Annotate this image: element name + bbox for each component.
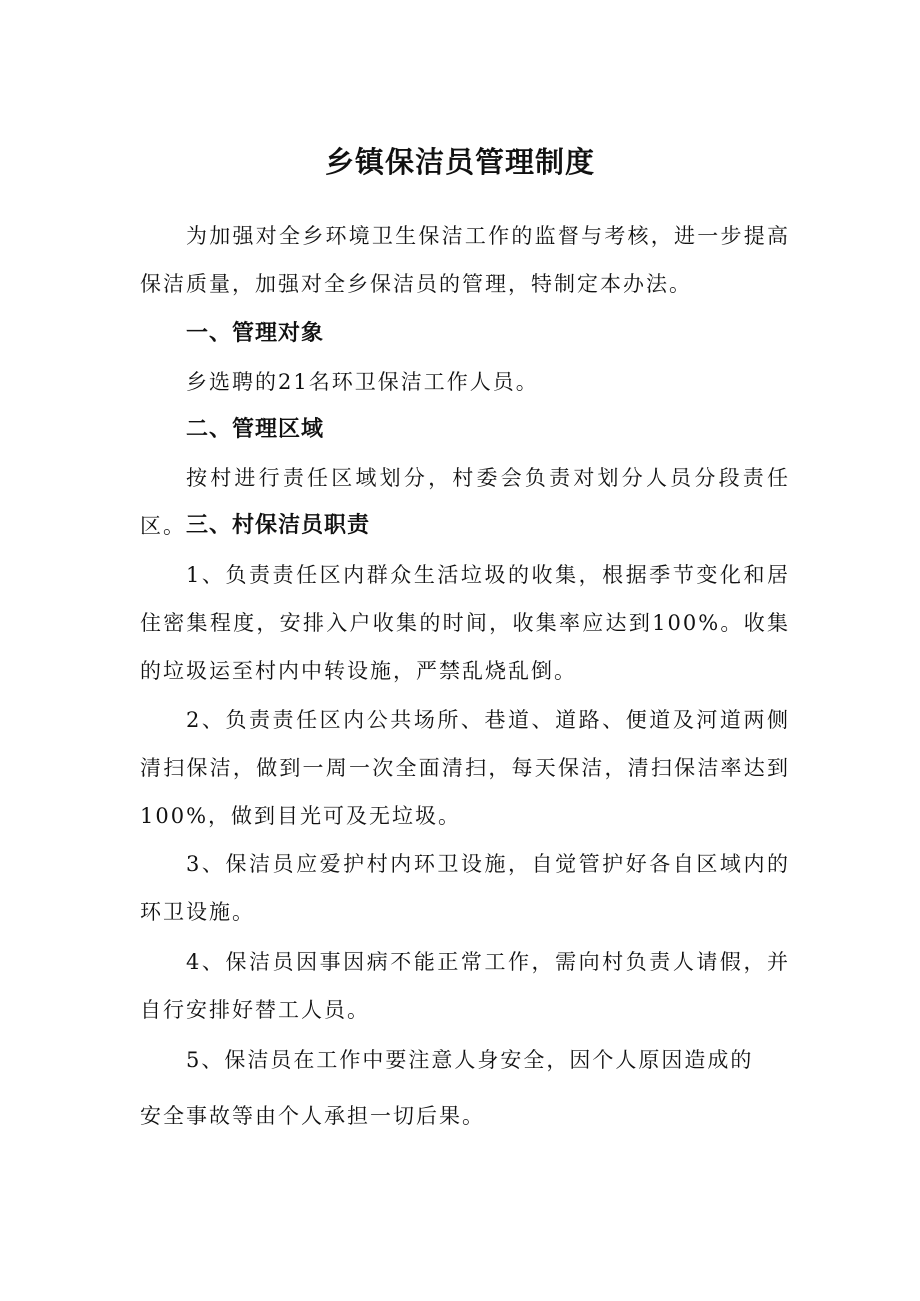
duty-item-4: 4、保洁员因事因病不能正常工作，需向村负责人请假，并自行安排好替工人员。: [140, 950, 790, 1022]
section-heading-management-target: 一、管理对象: [186, 321, 325, 346]
duty-item-2: 2、负责责任区内公共场所、巷道、道路、便道及河道两侧清扫保洁，做到一周一次全面清扫，每天保洁，清扫保洁率达到100%，做到目光可及无垃圾。: [140, 708, 790, 828]
duty-item-5-continuation: 安全事故等由个人承担一切后果。: [140, 1104, 485, 1128]
duty-item-1: 1、负责责任区内群众生活垃圾的收集，根据季节变化和居住密集程度，安排入户收集的时间，收集率应达到100%。收集的垃圾运至村内中转设施，严禁乱烧乱倒。: [140, 563, 790, 683]
section-text-management-area: 按村进行责任区域划分，村委会负责对划分人员分段责任区。: [140, 466, 790, 538]
section-heading-duties: 三、村保洁员职责: [186, 513, 371, 538]
section-text-management-target: 乡选聘的21名环卫保洁工作人员。: [186, 370, 539, 394]
section-heading-management-area: 二、管理区域: [186, 417, 325, 442]
intro-paragraph: 为加强对全乡环境卫生保洁工作的监督与考核，进一步提高保洁质量，加强对全乡保洁员的管理，特制定本办法。: [140, 224, 790, 296]
duty-item-3: 3、保洁员应爱护村内环卫设施，自觉管护好各自区域内的环卫设施。: [140, 852, 790, 924]
duty-item-5: 5、保洁员在工作中要注意人身安全，因个人原因造成的: [186, 1048, 754, 1072]
document-title: 乡镇保洁员管理制度: [324, 145, 595, 179]
